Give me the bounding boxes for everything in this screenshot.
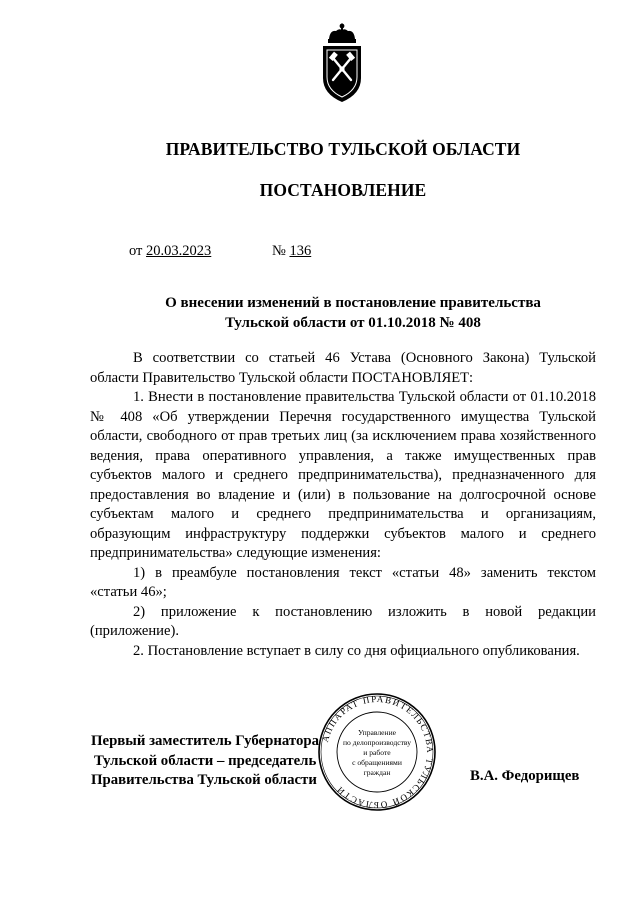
signatory-position [91,732,319,791]
paragraph-item-2: 2. Постановление вступает в силу со дня официального опубликования. [133,642,580,659]
date-field [129,243,211,260]
stamp-center-line-3: и работе [363,748,391,757]
number-field [272,243,311,260]
number-prefix: № [272,243,286,259]
stamp-center-line-1: Управление [357,728,397,737]
document-subject [120,293,586,333]
paragraph-item-1: 1. Внести в постановление правительства Тульской области от 01.10.2018 № 408 «Об утверждении Перечня государственного имущества Тульской области, свободного от прав третьих лиц (за исключением права хозяйственного ведения, права оперативного управления, а также имущественных прав субъектов малого и среднего предпринимательства), предназначенного для предоставления во владение и (или) в пользование на долгосрочной основе субъектам малого и среднего предпринимательства и организациям, образующим инфраструктуру поддержки субъектов малого и среднего предпринимательства» следующие изменения: [90,389,596,561]
document-body [90,349,596,661]
stamp-center-line-2: по делопроизводству [342,738,412,747]
date-prefix: от [129,243,143,259]
stamp-ring-text: АППАРАТ ПРАВИТЕЛЬСТВА ТУЛЬСКОЙ ОБЛАСТИ [320,693,436,811]
number-value: 136 [289,243,312,259]
stamp-center-line-4: с обращениями [352,758,402,767]
paragraph-intro: В соответствии со статьей 46 Устава (Основного Закона) Тульской области Правительство Тульской области ПОСТАНОВЛЯЕТ: [90,350,596,386]
position-line-3: Правительства Тульской области [91,772,317,788]
position-line-1: Первый заместитель Губернатора [91,733,319,749]
date-value: 20.03.2023 [146,243,212,259]
document-type-title: ПОСТАНОВЛЕНИЕ [259,180,427,200]
paragraph-item-1-1: 1) в преамбуле постановления текст «статьи 48» заменить текстом «статьи 46»; [90,564,596,600]
position-line-2: Тульской области – председатель [94,752,317,769]
official-stamp [314,692,440,812]
stamp-center-line-5: граждан [363,768,391,777]
subject-line-1: О внесении изменений в постановление правительства [165,295,541,311]
coat-of-arms-icon [312,22,372,106]
paragraph-item-1-2: 2) приложение к постановлению изложить в новой редакции (приложение). [90,603,596,639]
subject-line-2: Тульской области от 01.10.2018 № 408 [225,315,481,331]
organization-title: ПРАВИТЕЛЬСТВО ТУЛЬСКОЙ ОБЛАСТИ [165,139,521,159]
signatory-name: В.А. Федорищев [470,768,580,784]
